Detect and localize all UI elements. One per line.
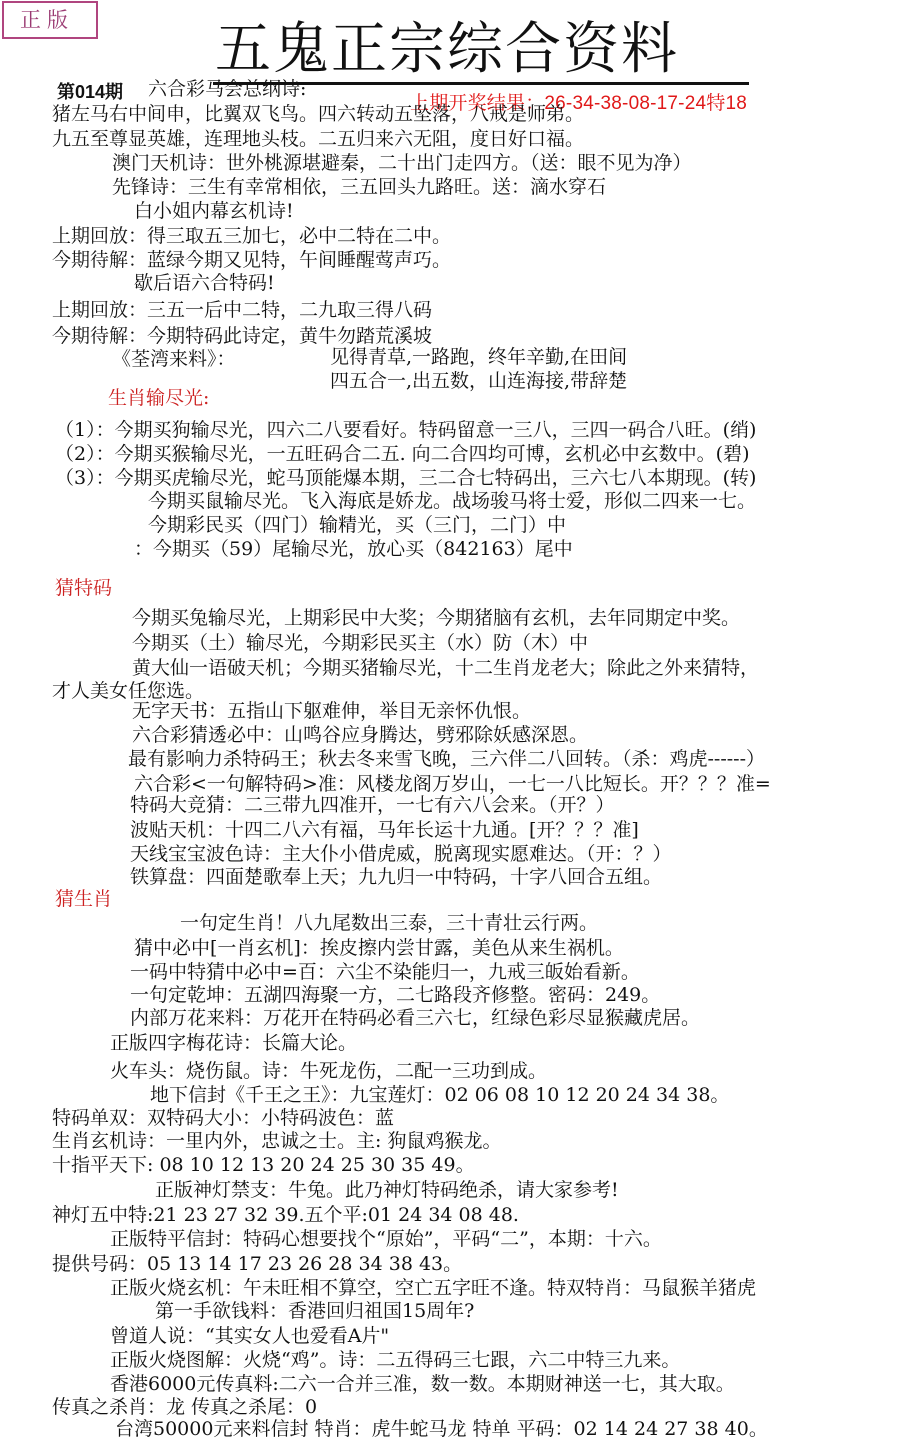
issue-number: 第014期: [57, 82, 124, 102]
text-line: 《荃湾来料》：: [112, 348, 236, 370]
page-title: 五鬼正宗综合资料: [215, 17, 679, 82]
text-line: 今期买兔输尽光，上期彩民中大奖；今期猪脑有玄机，去年同期定中奖。: [132, 607, 741, 629]
text-line: 上期回放：三五一后中二特，二九取三得八码: [52, 299, 433, 321]
text-line: 澳门天机诗：世外桃源堪避秦，二十出门走四方。（送：眼不见为净）: [112, 152, 692, 174]
text-line: 火车头：烧伤鼠。诗：牛死龙伤，二配一三功到成。: [110, 1060, 548, 1082]
text-line: 白小姐内幕玄机诗!: [134, 200, 294, 222]
text-line: 正版火烧图解：火烧“鸡”。诗：二五得码三七跟，六二中特三九来。: [110, 1349, 681, 1371]
text-line: 曾道人说：“其实女人也爱看A片": [110, 1325, 390, 1347]
section-heading: 猜特码: [55, 577, 113, 599]
section-heading: 生肖输尽光:: [108, 387, 210, 409]
text-line: 今期待解：今期特码此诗定，黄牛勿踏荒溪坡: [52, 325, 433, 347]
text-line: 猪左马右中间申，比翼双飞鸟。四六转动五坠落，八戒是师弟。: [52, 103, 585, 125]
text-line: 神灯五中特:21 23 27 32 39.五个平:01 24 34 08 48.: [52, 1204, 519, 1226]
text-line: 香港6000元传真料:二六一合并三准，数一数。本期财神送一七，其大取。: [110, 1373, 735, 1395]
text-line: 铁算盘：四面楚歌奉上天；九九归一中特码，十字八回合五组。: [130, 866, 663, 888]
text-line: 六合彩马会总纲诗:: [148, 78, 307, 100]
text-line: 六合彩猜透必中：山鸣谷应身腾达，劈邪除妖感深恩。: [132, 724, 589, 746]
text-line: 地下信封《千王之王》：九宝莲灯：02 06 08 10 12 20 24 34 38。: [150, 1084, 730, 1106]
text-line: 今期待解：蓝绿今期又见特，午间睡醒莺声巧。: [52, 249, 452, 271]
text-line: 见得青草,一路跑，终年辛勤,在田间: [330, 346, 628, 368]
text-line: 正版特平信封：特码心想要找个“原始”，平码“二”，本期：十六。: [110, 1228, 662, 1250]
text-line: 提供号码：05 13 14 17 23 26 28 34 38 43。: [52, 1253, 463, 1275]
text-line: 一码中特猜中必中=百：六尘不染能归一，九戒三皈始看新。: [130, 961, 640, 983]
text-line: 今期彩民买（四门）输精光，买（三门，二门）中: [148, 514, 567, 536]
text-line: 传真之杀肖：龙 传真之杀尾：0: [52, 1396, 318, 1418]
text-line: 特码单双：双特码大小：小特码波色：蓝: [52, 1107, 395, 1129]
text-line: 第一手欲钱料：香港回归祖国15周年?: [155, 1300, 475, 1322]
text-line: 才人美女任您选。: [52, 680, 205, 702]
text-line: ：今期买（59）尾输尽光，放心买（842163）尾中: [134, 538, 573, 560]
text-line: 特码大竞猜：二三带九四准开，一七有六八会来。（开？）: [130, 794, 615, 816]
text-line: 台湾50000元来料信封 特肖：虎牛蛇马龙 特单 平码：02 14 24 27 38 40。: [115, 1418, 768, 1440]
text-line: 正版火烧玄机：午未旺相不算空，空亡五字旺不逢。特双特肖：马鼠猴羊猪虎: [110, 1277, 757, 1299]
section-heading: 猜生肖: [55, 888, 113, 910]
text-line: 最有影响力杀特码王；秋去冬来雪飞晚，三六伴二八回转。（杀：鸡虎------）: [128, 748, 766, 770]
text-line: 黄大仙一语破天机；今期买猪输尽光，十二生肖龙老大；除此之外来猜特，: [132, 657, 760, 679]
text-line: 正版四字梅花诗：长篇大论。: [110, 1032, 358, 1054]
text-line: 一句定生肖！八九尾数出三泰，三十青壮云行两。: [180, 912, 599, 934]
text-line: 无字天书：五指山下躯难伸，举目无亲怀仇恨。: [132, 700, 532, 722]
text-line: 正版神灯禁支：牛兔。此乃神灯特码绝杀，请大家参考!: [155, 1179, 619, 1201]
text-line: 波贴天机：十四二八六有福，马年长运十九通。[开？？？准]: [130, 819, 639, 841]
last-draw-result: 上期开奖结果：26-34-38-08-17-24特18: [410, 93, 747, 114]
authentic-badge: 正版: [2, 1, 98, 39]
text-line: 六合彩<一句解特码>准：风楼龙阁万岁山，一七一八比短长。开？？？准=: [134, 773, 771, 795]
text-line: 今期买（土）输尽光，今期彩民买主（水）防（木）中: [132, 632, 589, 654]
text-line: 四五合一,出五数，山连海接,带辞楚: [330, 370, 628, 392]
text-line: （3）：今期买虎输尽光，蛇马顶能爆本期，三二合七特码出，三六七八本期现。(转): [55, 467, 757, 489]
text-line: （2）：今期买猴输尽光，一五旺码合二五. 向二合四均可博，玄机必中玄数中。(碧): [55, 443, 750, 465]
text-line: （1）：今期买狗输尽光，四六二八要看好。特码留意一三八，三四一码合八旺。(绡): [55, 419, 757, 441]
text-line: 先锋诗：三生有幸常相依，三五回头九路旺。送：滴水穿石: [112, 176, 607, 198]
text-line: 九五至尊显英雄，连理地头枝。二五归来六无阻，度日好口福。: [52, 128, 585, 150]
text-line: 十指平天下: 08 10 12 13 20 24 25 30 35 49。: [52, 1154, 475, 1176]
text-line: 猜中必中[一肖玄机]：挨皮擦内尝甘露，美色从来生祸机。: [134, 937, 624, 959]
text-line: 一句定乾坤：五湖四海聚一方，二七路段齐修整。密码：249。: [130, 984, 661, 1006]
text-line: 内部万花来料：万花开在特码必看三六七，红绿色彩尽显猴藏虎居。: [130, 1007, 701, 1029]
text-line: 歇后语六合特码!: [134, 272, 275, 294]
text-line: 今期买鼠输尽光。飞入海底是娇龙。战场骏马将士爱，形似二四来一七。: [148, 490, 757, 512]
text-line: 天线宝宝波色诗：主大仆小借虎威，脱离现实愿难达。（开：？）: [130, 843, 672, 865]
text-line: 生肖玄机诗：一里内外，忠诚之士。主: 狗鼠鸡猴龙。: [52, 1130, 502, 1152]
text-line: 上期回放：得三取五三加七，必中二特在二中。: [52, 225, 452, 247]
